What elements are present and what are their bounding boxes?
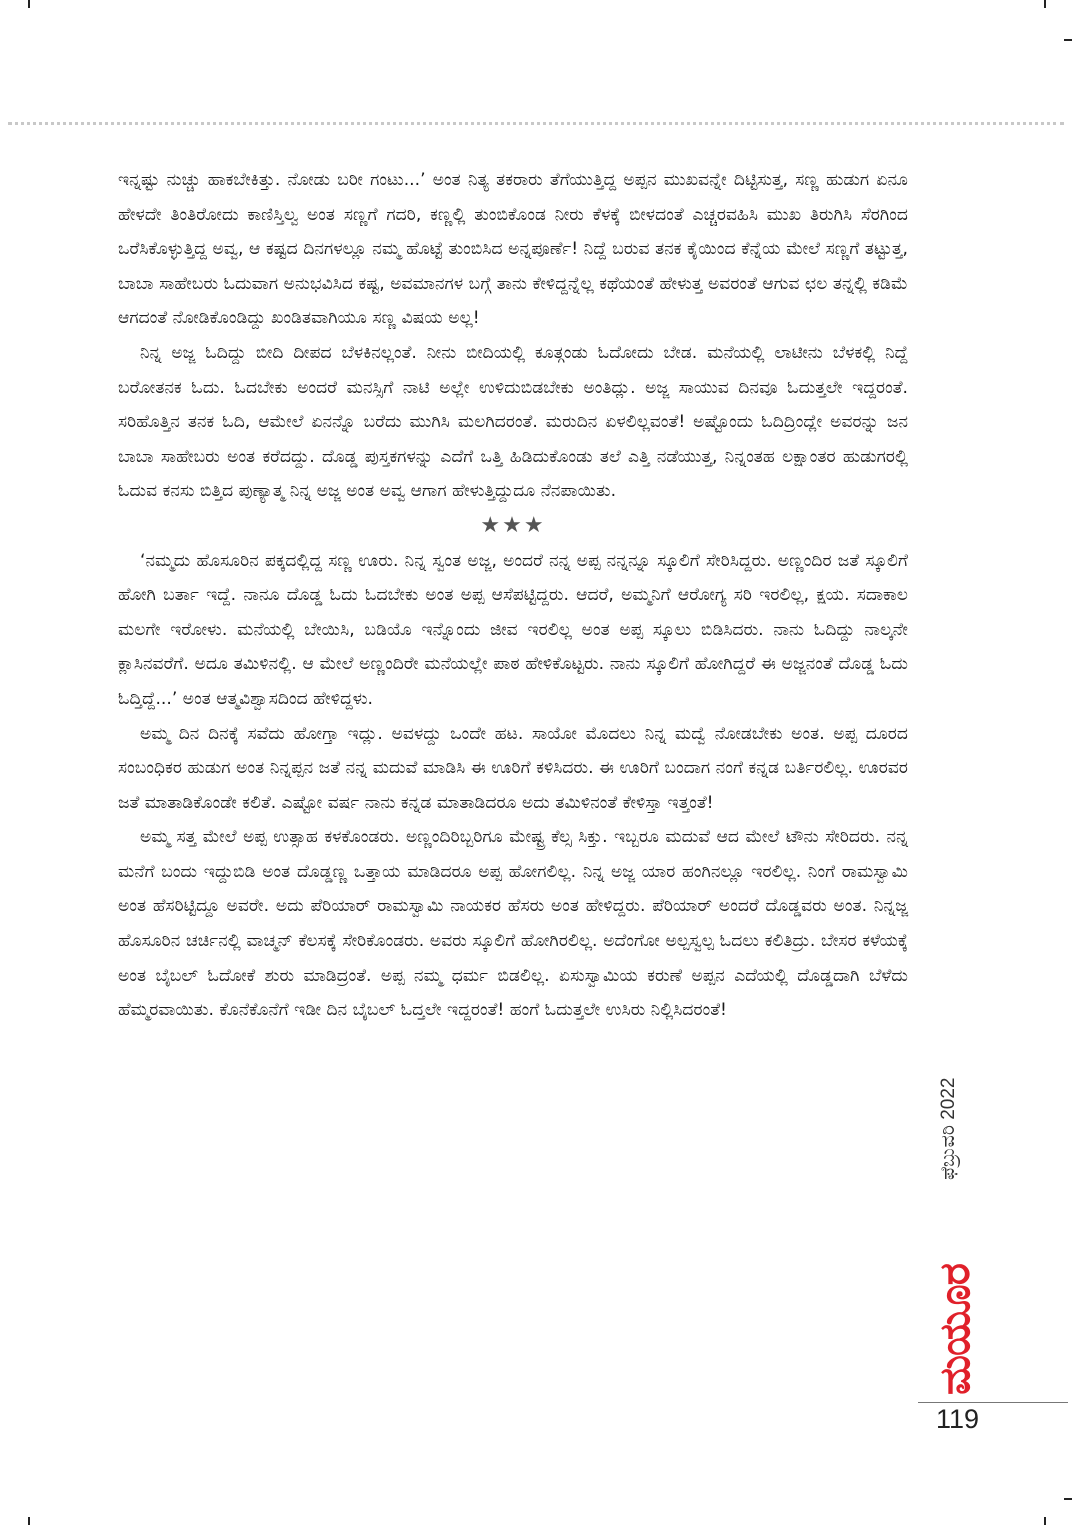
crop-mark-right-lower: [1064, 1498, 1072, 1500]
article-paragraph-2: ನಿನ್ನ ಅಜ್ಜ ಓದಿದ್ದು ಬೀದಿ ದೀಪದ ಬೆಳಕಿನಲ್ಲಂತೆ. ನೀನು ಬೀದಿಯಲ್ಲಿ ಕೂತ್ಗಂಡು ಓದೋದು ಬೇಡ. ಮನೆಯಲ್ಲಿ ಲಾಟೀನು ಬೆಳಕಲ್ಲಿ ನಿದ್ದೆ ಬರೋತನಕ ಓದು. ಓದಬೇಕು ಅಂದರೆ ಮನಸ್ಸಿಗೆ ನಾಟಿ ಅಲ್ಲೇ ಉಳಿದುಬಿಡಬೇಕು ಅಂತಿದ್ಲು. ಅಜ್ಜ ಸಾಯುವ ದಿನವೂ ಓದುತ್ತಲೇ ಇದ್ದರಂತೆ. ಸರಿಹೊತ್ತಿನ ತನಕ ಓದಿ, ಆಮೇಲೆ ಏನನ್ನೊ ಬರೆದು ಮುಗಿಸಿ ಮಲಗಿದರಂತೆ. ಮರುದಿನ ಏಳಲಿಲ್ಲವಂತೆ! ಅಷ್ಟೊಂದು ಓದಿದ್ರಿಂದ್ಲೇ ಅವರನ್ನು ಜನ ಬಾಬಾ ಸಾಹೇಬರು ಅಂತ ಕರೆದದ್ದು. ದೊಡ್ಡ ಪುಸ್ತಕಗಳನ್ನು ಎದೆಗೆ ಒತ್ತಿ ಹಿಡಿದುಕೊಂಡು ತಲೆ ಎತ್ತಿ ನಡೆಯುತ್ತ, ನಿನ್ನಂತಹ ಲಕ್ಷಾಂತರ ಹುಡುಗರಲ್ಲಿ ಓದುವ ಕನಸು ಬಿತ್ತಿದ ಪುಣ್ಯಾತ್ಮ ನಿನ್ನ ಅಜ್ಜ ಅಂತ ಅವ್ವ ಆಗಾಗ ಹೇಳುತ್ತಿದ್ದುದೂ ನೆನಪಾಯಿತು.: [118, 342, 908, 502]
crop-mark-bottom-left: [28, 1517, 30, 1525]
magazine-logo: ಮಯೂರ: [930, 1264, 979, 1395]
crop-mark-right-upper: [1064, 39, 1072, 41]
page-number-rule: [918, 1402, 1068, 1403]
issue-date: ಫೆಬ್ರುವರಿ 2022: [938, 1077, 959, 1180]
article-paragraph-4: ಅಮ್ಮ ದಿನ ದಿನಕ್ಕೆ ಸವೆದು ಹೋಗ್ತಾ ಇದ್ಲು. ಅವಳದ್ದು ಒಂದೇ ಹಟ. ಸಾಯೋ ಮೊದಲು ನಿನ್ನ ಮದ್ವೆ ನೋಡಬೇಕು ಅಂತ. ಅಪ್ಪ ದೂರದ ಸಂಬಂಧಿಕರ ಹುಡುಗ ಅಂತ ನಿನ್ನಪ್ಪನ ಜತೆ ನನ್ನ ಮದುವೆ ಮಾಡಿಸಿ ಈ ಊರಿಗೆ ಕಳಿಸಿದರು. ಈ ಊರಿಗೆ ಬಂದಾಗ ನಂಗೆ ಕನ್ನಡ ಬರ್ತಿರಲಿಲ್ಲ. ಊರವರ ಜತೆ ಮಾತಾಡಿಕೊಂಡೇ ಕಲಿತೆ. ಎಷ್ಟೋ ವರ್ಷ ನಾನು ಕನ್ನಡ ಮಾತಾಡಿದರೂ ಅದು ತಮಿಳಿನಂತೆ ಕೇಳಿಸ್ತಾ ಇತ್ತಂತೆ!: [118, 723, 908, 813]
header-dotted-divider: [8, 122, 1064, 125]
crop-mark-bottom-right: [1044, 1517, 1046, 1525]
crop-mark-top-right: [1044, 0, 1046, 8]
page-number: 119: [936, 1404, 980, 1434]
article-paragraph-3: ‘ನಮ್ಮದು ಹೊಸೂರಿನ ಪಕ್ಕದಲ್ಲಿದ್ದ ಸಣ್ಣ ಊರು. ನಿನ್ನ ಸ್ವಂತ ಅಜ್ಜ, ಅಂದರೆ ನನ್ನ ಅಪ್ಪ ನನ್ನನ್ನೂ ಸ್ಕೂಲಿಗೆ ಸೇರಿಸಿದ್ದರು. ಅಣ್ಣಂದಿರ ಜತೆ ಸ್ಕೂಲಿಗೆ ಹೋಗಿ ಬರ್ತಾ ಇದ್ದೆ. ನಾನೂ ದೊಡ್ಡ ಓದು ಓದಬೇಕು ಅಂತ ಅಪ್ಪ ಆಸೆಪಟ್ಟಿದ್ದರು. ಆದರೆ, ಅಮ್ಮನಿಗೆ ಆರೋಗ್ಯ ಸರಿ ಇರಲಿಲ್ಲ, ಕ್ಷಯ. ಸದಾಕಾಲ ಮಲಗೇ ಇರೋಳು. ಮನೆಯಲ್ಲಿ ಬೇಯಿಸಿ, ಬಡಿಯೊ ಇನ್ನೊಂದು ಜೀವ ಇರಲಿಲ್ಲ ಅಂತ ಅಪ್ಪ ಸ್ಕೂಲು ಬಿಡಿಸಿದರು. ನಾನು ಓದಿದ್ದು ನಾಲ್ಕನೇ ಕ್ಲಾಸಿನವರೆಗೆ. ಅದೂ ತಮಿಳಿನಲ್ಲಿ. ಆ ಮೇಲೆ ಅಣ್ಣಂದಿರೇ ಮನೆಯಲ್ಲೇ ಪಾಠ ಹೇಳಿಕೊಟ್ಟರು. ನಾನು ಸ್ಕೂಲಿಗೆ ಹೋಗಿದ್ದರೆ ಈ ಅಜ್ಜನಂತೆ ದೊಡ್ಡ ಓದು ಓದ್ತಿದ್ದೆ...’ ಅಂತ ಆತ್ಮವಿಶ್ವಾಸದಿಂದ ಹೇಳಿದ್ದಳು.: [118, 550, 908, 709]
crop-mark-top-left: [28, 0, 30, 8]
article-paragraph-1: ಇನ್ನಷ್ಟು ನುಚ್ಚು ಹಾಕಬೇಕಿತ್ತು. ನೋಡು ಬರೀ ಗಂಟು...’ ಅಂತ ನಿತ್ಯ ತಕರಾರು ತೆಗೆಯುತ್ತಿದ್ದ ಅಪ್ಪನ ಮುಖವನ್ನೇ ದಿಟ್ಟಿಸುತ್ತ, ಸಣ್ಣ ಹುಡುಗ ಏನೂ ಹೇಳದೇ ತಿಂತಿರೋದು ಕಾಣಿಸ್ತಿಲ್ವ ಅಂತ ಸಣ್ಣಗೆ ಗದರಿ, ಕಣ್ಣಲ್ಲಿ ತುಂಬಿಕೊಂಡ ನೀರು ಕೆಳಕ್ಕೆ ಬೀಳದಂತೆ ಎಚ್ಚರವಹಿಸಿ ಮುಖ ತಿರುಗಿಸಿ ಸೆರಗಿಂದ ಒರೆಸಿಕೊಳ್ಳುತ್ತಿದ್ದ ಅವ್ವ, ಆ ಕಷ್ಟದ ದಿನಗಳಲ್ಲೂ ನಮ್ಮ ಹೊಟ್ಟೆ ತುಂಬಿಸಿದ ಅನ್ನಪೂರ್ಣೆ! ನಿದ್ದೆ ಬರುವ ತನಕ ಕೈಯಿಂದ ಕೆನ್ನೆಯ ಮೇಲೆ ಸಣ್ಣಗೆ ತಟ್ಟುತ್ತ, ಬಾಬಾ ಸಾಹೇಬರು ಓದುವಾಗ ಅನುಭವಿಸಿದ ಕಷ್ಟ, ಅವಮಾನಗಳ ಬಗ್ಗೆ ತಾನು ಕೇಳಿದ್ದನ್ನೆಲ್ಲ ಕಥೆಯಂತೆ ಹೇಳುತ್ತ ಅವರಂತೆ ಆಗುವ ಛಲ ತನ್ನಲ್ಲಿ ಕಡಿಮೆ ಆಗದಂತೆ ನೋಡಿಕೊಂಡಿದ್ದು ಖಂಡಿತವಾಗಿಯೂ ಸಣ್ಣ ವಿಷಯ ಅಲ್ಲ!: [118, 170, 908, 329]
article-paragraph-5: ಅಮ್ಮ ಸತ್ತ ಮೇಲೆ ಅಪ್ಪ ಉತ್ಸಾಹ ಕಳಕೊಂಡರು. ಅಣ್ಣಂದಿರಿಬ್ಬರಿಗೂ ಮೇಷ್ಟ್ರ ಕೆಲ್ಸ ಸಿಕ್ತು. ಇಬ್ಬರೂ ಮದುವೆ ಆದ ಮೇಲೆ ಟೌನು ಸೇರಿದರು. ನನ್ನ ಮನೆಗೆ ಬಂದು ಇದ್ದುಬಿಡಿ ಅಂತ ದೊಡ್ಡಣ್ಣ ಒತ್ತಾಯ ಮಾಡಿದರೂ ಅಪ್ಪ ಹೋಗಲಿಲ್ಲ. ನಿನ್ನ ಅಜ್ಜ ಯಾರ ಹಂಗಿನಲ್ಲೂ ಇರಲಿಲ್ಲ. ನಿಂಗೆ ರಾಮಸ್ವಾಮಿ ಅಂತ ಹೆಸರಿಟ್ಟಿದ್ದೂ ಅವರೇ. ಅದು ಪೆರಿಯಾರ್ ರಾಮಸ್ವಾಮಿ ನಾಯಕರ ಹೆಸರು ಅಂತ ಹೇಳಿದ್ದರು. ಪೆರಿಯಾರ್ ಅಂದರೆ ದೊಡ್ಡವರು ಅಂತ. ನಿನ್ನಜ್ಜ ಹೊಸೂರಿನ ಚರ್ಚಿನಲ್ಲಿ ವಾಚ್ಮನ್ ಕೆಲಸಕ್ಕೆ ಸೇರಿಕೊಂಡರು. ಅವರು ಸ್ಕೂಲಿಗೆ ಹೋಗಿರಲಿಲ್ಲ. ಅದೆಂಗೋ ಅಲ್ಪಸ್ವಲ್ಪ ಓದಲು ಕಲಿತಿದ್ರು. ಬೇಸರ ಕಳೆಯಕ್ಕೆ ಅಂತ ಬೈಬಲ್ ಓದೋಕೆ ಶುರು ಮಾಡಿದ್ರಂತೆ. ಅಪ್ಪ ನಮ್ಮ ಧರ್ಮ ಬಿಡಲಿಲ್ಲ. ಏಸುಸ್ವಾಮಿಯ ಕರುಣೆ ಅಪ್ಪನ ಎದೆಯಲ್ಲಿ ದೊಡ್ಡದಾಗಿ ಬೆಳೆದು ಹೆಮ್ಮರವಾಯಿತು. ಕೊನೆಕೊನೆಗೆ ಇಡೀ ದಿನ ಬೈಬಲ್ ಓದ್ತಲೇ ಇದ್ದರಂತೆ! ಹಂಗೆ ಓದುತ್ತಲೇ ಉಸಿರು ನಿಲ್ಲಿಸಿದರಂತೆ!: [118, 827, 908, 1021]
section-separator: ★★★: [480, 512, 546, 538]
article-body: [118, 163, 908, 1028]
